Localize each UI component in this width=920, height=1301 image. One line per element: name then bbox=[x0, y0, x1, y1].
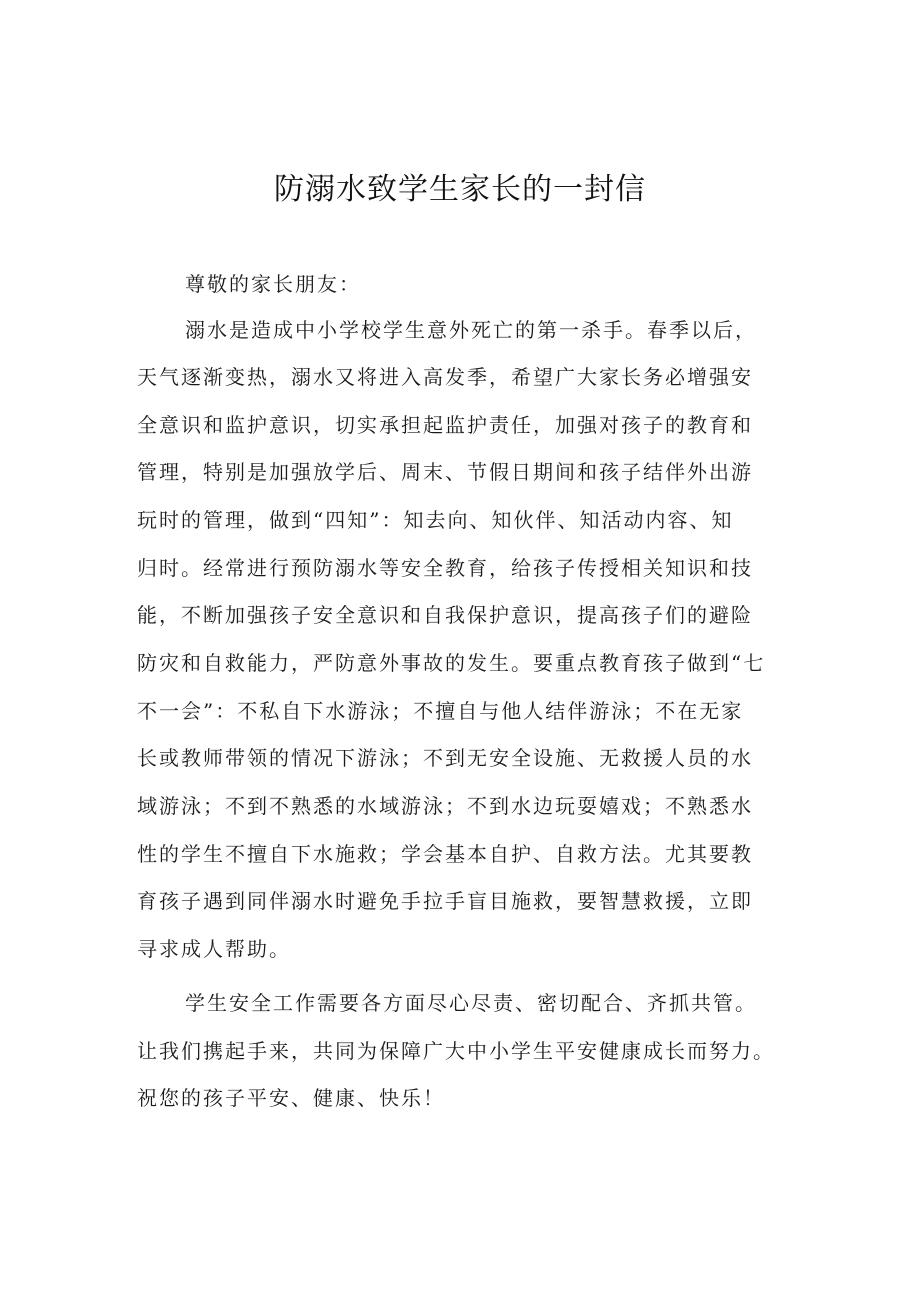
paragraph-line: 域游泳；不到不熟悉的水域游泳；不到水边玩耍嬉戏；不熟悉水 bbox=[137, 794, 753, 818]
salutation: 尊敬的家长朋友： bbox=[185, 272, 361, 296]
letter-title: 防溺水致学生家长的一封信 bbox=[274, 172, 646, 207]
paragraph-line: 全意识和监护意识，切实承担起监护责任，加强对孩子的教育和 bbox=[137, 413, 753, 437]
paragraph-line: 性的学生不擅自下水施救；学会基本自护、自救方法。尤其要教 bbox=[137, 842, 753, 866]
paragraph-line: 寻求成人帮助。 bbox=[137, 937, 291, 961]
paragraph-line: 不一会”：不私自下水游泳；不擅自与他人结伴游泳；不在无家 bbox=[137, 699, 744, 723]
paragraph-line: 天气逐渐变热，溺水又将进入高发季，希望广大家长务必增强安 bbox=[137, 365, 753, 389]
paragraph-line: 能，不断加强孩子安全意识和自我保护意识，提高孩子们的避险 bbox=[137, 603, 753, 627]
paragraph-line: 让我们携起手来，共同为保障广大中小学生平安健康成长而努力。 bbox=[137, 1039, 775, 1063]
paragraph-line: 学生安全工作需要各方面尽心尽责、密切配合、齐抓共管。 bbox=[185, 991, 757, 1015]
paragraph-line: 长或教师带领的情况下游泳；不到无安全设施、无救援人员的水 bbox=[137, 746, 753, 770]
paragraph-line: 溺水是造成中小学校学生意外死亡的第一杀手。春季以后， bbox=[185, 318, 757, 342]
paragraph-line: 玩时的管理，做到“四知”：知去向、知伙伴、知活动内容、知 bbox=[137, 508, 734, 532]
paragraph-line: 管理，特别是加强放学后、周末、节假日期间和孩子结伴外出游 bbox=[137, 460, 753, 484]
closing-line: 祝您的孩子平安、健康、快乐！ bbox=[137, 1086, 445, 1110]
paragraph-line: 育孩子遇到同伴溺水时避免手拉手盲目施救，要智慧救援，立即 bbox=[137, 889, 753, 913]
paragraph-line: 归时。经常进行预防溺水等安全教育，给孩子传授相关知识和技 bbox=[137, 556, 753, 580]
paragraph-line: 防灾和自救能力，严防意外事故的发生。要重点教育孩子做到“七 bbox=[137, 651, 766, 675]
